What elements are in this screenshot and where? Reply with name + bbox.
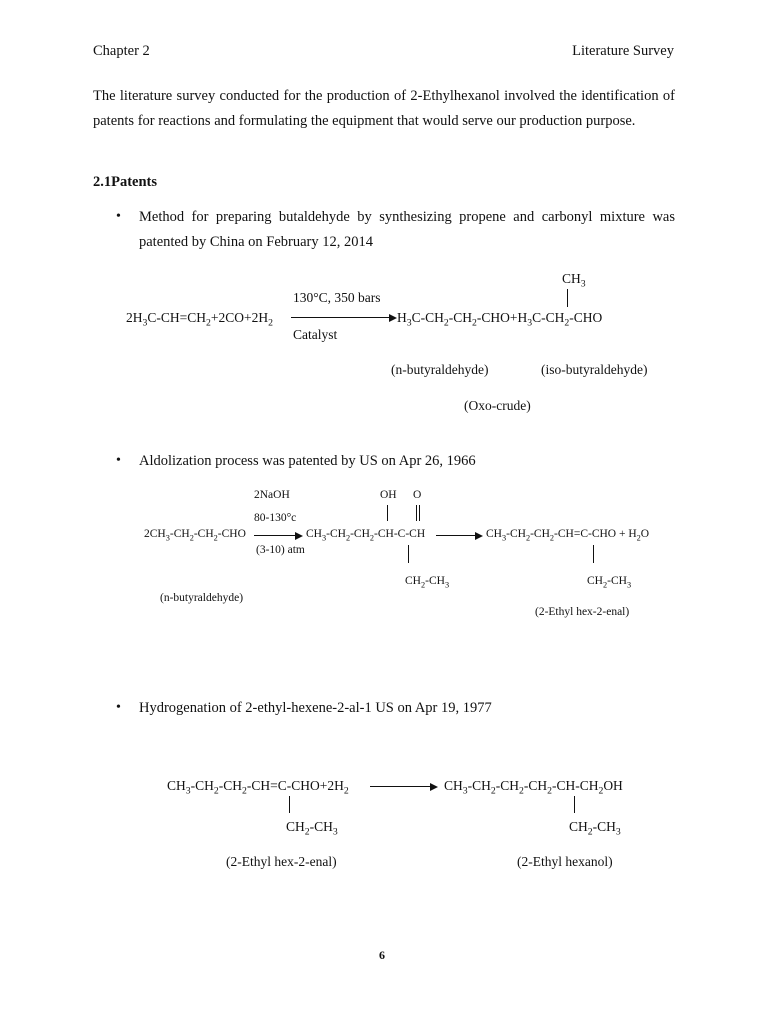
chapter-header: Chapter 2 xyxy=(93,43,150,59)
rxn3-sub-bond-1 xyxy=(289,796,290,813)
bullet-dot: • xyxy=(116,453,121,468)
bullet2-text: Aldolization process was patented by US on Apr 26, 1966 xyxy=(139,453,476,469)
rxn2-sub-bond-1 xyxy=(408,545,409,563)
rxn2-reactant: $2CH_3-CH_2-CH_2$-CHO xyxy=(144,528,246,543)
intro-paragraph: The literature survey conducted for the production of 2-Ethylhexanol involved the identification of patents for reactions and formulating the equipment that would serve our production purpose. xyxy=(93,88,675,129)
rxn1-arrow xyxy=(291,317,395,318)
rxn3-sub1: $CH_2-CH_3$ xyxy=(286,819,338,838)
rxn3-sub2: $CH_2-CH_3$ xyxy=(569,819,621,838)
rxn1-label-n: (n-butyraldehyde) xyxy=(391,362,489,377)
rxn3-label-product: (2-Ethyl hexanol) xyxy=(517,854,613,869)
rxn1-conditions: 130°C, 350 bars xyxy=(293,290,381,305)
rxn2-intermediate: $CH_3-CH_2-CH_2-CH-C-CH$ xyxy=(306,528,426,543)
rxn2-o-bond-1 xyxy=(416,505,417,521)
rxn2-oh: OH xyxy=(380,489,397,501)
rxn3-reactant: $CH_3-CH_2-CH_2-CH=C-CHO+2H_2$ xyxy=(167,778,349,797)
rxn3-arrow xyxy=(370,786,436,787)
rxn2-temp: 80-130°c xyxy=(254,512,297,524)
rxn1-catalyst: Catalyst xyxy=(293,327,338,342)
rxn1-products: $H_3C-CH_2-CH_2-CHO+H_3C-CH_2$-CHO xyxy=(397,310,603,329)
bullet-dot: • xyxy=(116,209,121,224)
rxn1-bond xyxy=(567,289,568,307)
section-header: Literature Survey xyxy=(572,43,674,59)
rxn1-ch3: $CH_3$ xyxy=(562,271,586,290)
bullet3-text: Hydrogenation of 2-ethyl-hexene-2-al-1 US on Apr 19, 1977 xyxy=(139,700,492,716)
rxn3-sub-bond-2 xyxy=(574,796,575,813)
rxn2-o: O xyxy=(413,489,422,501)
rxn2-label-reactant: (n-butyraldehyde) xyxy=(160,592,244,604)
rxn2-product: $CH_3-CH_2-CH_2-CH=C$-CHO + $H_2O$ xyxy=(486,528,650,543)
section-title: 2.1Patents xyxy=(93,174,158,190)
rxn2-o-bond-2 xyxy=(419,505,420,521)
rxn1-label-iso: (iso-butyraldehyde) xyxy=(541,362,648,377)
rxn1-reactants: $2H_3C-CH=CH_2+2CO+2H_2$ xyxy=(126,310,273,329)
rxn2-sub-bond-2 xyxy=(593,545,594,563)
rxn2-arrow-1 xyxy=(254,535,301,536)
rxn3-label-reactant: (2-Ethyl hex-2-enal) xyxy=(226,854,337,869)
rxn3-product: $CH_3-CH_2-CH_2-CH_2-CH-CH_2OH$ xyxy=(444,778,623,797)
page-number: 6 xyxy=(379,948,385,962)
rxn2-label-product: (2-Ethyl hex-2-enal) xyxy=(535,606,630,618)
rxn2-sub1: $CH_2-CH_3$ xyxy=(405,575,450,590)
bullet1-line1: Method for preparing butaldehyde by synthesizing propene and carbonyl mixture was xyxy=(139,209,675,225)
rxn2-reagent: 2NaOH xyxy=(254,489,290,501)
bullet1-line2: patented by China on February 12, 2014 xyxy=(139,234,373,250)
rxn2-oh-bond xyxy=(387,505,388,521)
rxn2-sub2: $CH_2-CH_3$ xyxy=(587,575,632,590)
rxn2-pressure: (3-10) atm xyxy=(256,544,305,556)
rxn1-label-oxo: (Oxo-crude) xyxy=(464,398,531,413)
rxn2-arrow-2 xyxy=(436,535,481,536)
bullet-dot: • xyxy=(116,700,121,715)
